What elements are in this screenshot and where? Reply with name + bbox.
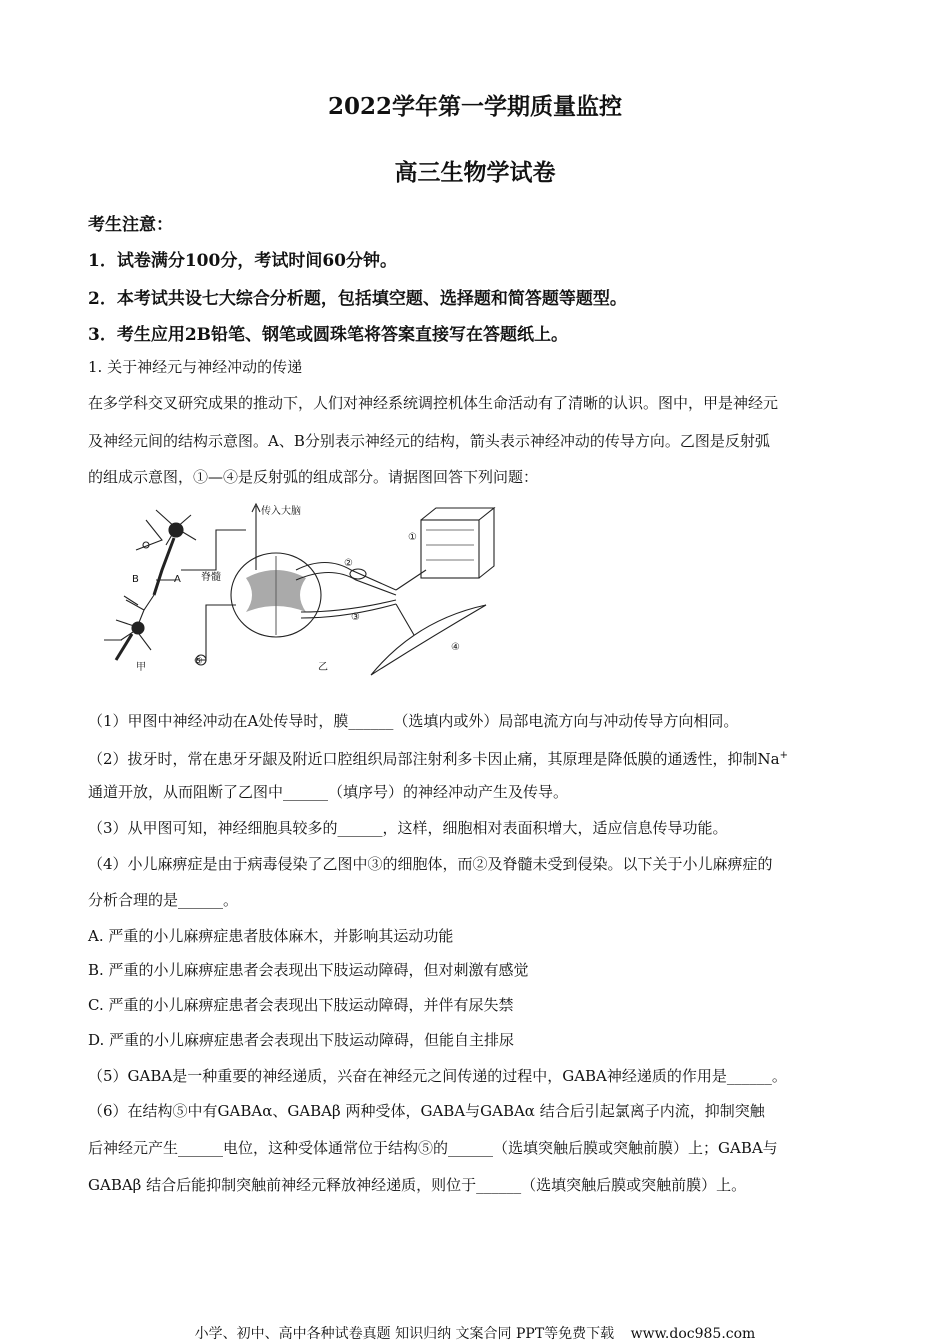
label-A: A: [174, 574, 181, 585]
label-spine: 脊髓: [201, 572, 221, 583]
question-intro-line: 及神经元间的结构示意图。A、B分别表示神经元的结构，箭头表示神经冲动的传导方向。乙图是反射弧: [88, 432, 770, 450]
option-a: A. 严重的小儿麻痹症患者肢体麻木，并影响其运动功能: [88, 927, 454, 945]
sub-question-6-end: GABAβ 结合后能抑制突触前神经元释放神经递质，则位于______（选填突触后膜或突触前膜）上。: [88, 1176, 747, 1194]
sodium-superscript: +: [779, 750, 789, 761]
sub-question-6-cont: 后神经元产生______电位，这种受体通常位于结构⑤的______（选填突触后膜或突触前膜）上；GABA与: [88, 1139, 778, 1157]
footer: [0, 1323, 950, 1343]
label-receptor: ①: [408, 532, 417, 543]
sub-question-4: （4）小儿麻痹症是由于病毒侵染了乙图中③的细胞体，而②及脊髓未受到侵染。以下关于小儿麻痹症的: [88, 855, 773, 873]
notice-item: 2．本考试共设七大综合分析题，包括填空题、选择题和简答题等题型。: [88, 289, 627, 309]
label-jia: 甲: [136, 662, 146, 673]
sub-question-2-cont: 通道开放，从而阻断了乙图中______（填序号）的神经冲动产生及传导。: [88, 783, 569, 801]
question-intro-line: 在多学科交叉研究成果的推动下，人们对神经系统调控机体生命活动有了清晰的认识。图中，甲是神经元: [88, 394, 779, 412]
sub-question-4-cont: 分析合理的是______。: [88, 891, 239, 909]
receptor-skin: [421, 520, 479, 578]
footer-text: 小学、初中、高中各种试卷真题 知识归纳 文案合同 PPT等免费下载: [194, 1326, 615, 1342]
notice-item: 3．考生应用2B铅笔、钢笔或圆珠笔将答案直接写在答题纸上。: [88, 325, 569, 345]
sub-question-1: （1）甲图中神经冲动在A处传导时，膜______（选填内或外）局部电流方向与冲动传导方向相同。: [88, 712, 739, 730]
sub-question-3: （3）从甲图可知，神经细胞具较多的______，这样，细胞相对表面积增大，适应信息传导功能。: [88, 819, 728, 837]
label-to-brain: 传入大脑: [261, 506, 301, 517]
option-b: B. 严重的小儿麻痹症患者会表现出下肢运动障碍，但对刺激有感觉: [88, 961, 529, 979]
label-synapse: ⑤: [194, 656, 203, 667]
neuron-cell-body: [169, 523, 183, 537]
label-B: B: [132, 574, 139, 585]
exam-title: 2022学年第一学期质量监控: [327, 93, 622, 120]
question-intro-line: 的组成示意图，①—④是反射弧的组成部分。请据图回答下列问题：: [88, 468, 539, 486]
notice-item: 1．试卷满分100分，考试时间60分钟。: [88, 251, 397, 271]
question-heading: 1. 关于神经元与神经冲动的传递: [88, 358, 303, 376]
label-effector: ④: [451, 642, 460, 653]
label-yi: 乙: [318, 662, 328, 673]
option-d: D. 严重的小儿麻痹症患者会表现出下肢运动障碍，但能自主排尿: [88, 1031, 515, 1049]
sub-question-2-text: （2）拔牙时，常在患牙牙龈及附近口腔组织局部注射利多卡因止痛，其原理是降低膜的通透性，抑制Na: [88, 750, 780, 768]
option-c: C. 严重的小儿麻痹症患者会表现出下肢运动障碍，并伴有尿失禁: [88, 996, 514, 1014]
notice-heading: 考生注意：: [88, 215, 173, 235]
footer-url[interactable]: www.doc985.com: [630, 1326, 756, 1342]
neuron-axon: [154, 538, 174, 595]
reflex-arc-figure: [96, 500, 496, 678]
sub-question-6: （6）在结构⑤中有GABAα、GABAβ 两种受体，GABA与GABAα 结合后引起氯离子内流，抑制突触: [88, 1102, 765, 1120]
efferent-nerve: [301, 600, 396, 612]
sub-question-5: （5）GABA是一种重要的神经递质，兴奋在神经元之间传递的过程中，GABA神经递质的作用是______。: [88, 1067, 787, 1085]
exam-subtitle: 高三生物学试卷: [394, 159, 556, 186]
label-afferent: ②: [344, 558, 353, 569]
sub-question-2: [88, 746, 864, 769]
effector-muscle: [371, 605, 486, 675]
label-efferent: ③: [351, 612, 360, 623]
